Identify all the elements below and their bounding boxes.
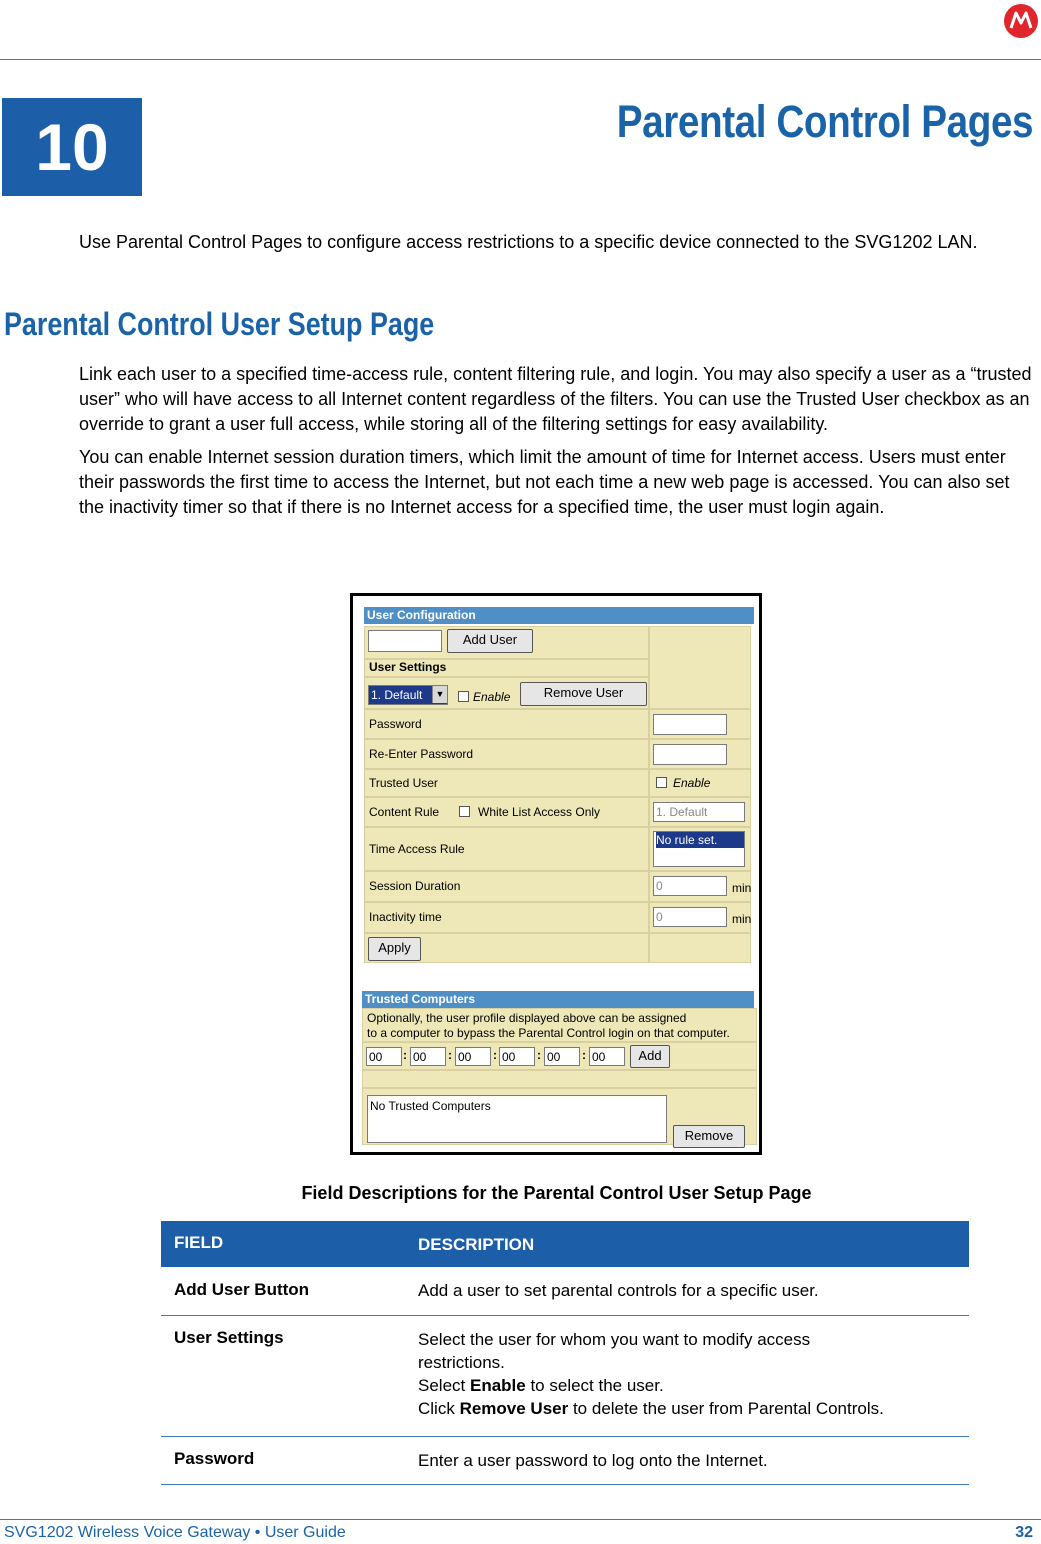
trusted-computers-desc — [362, 1008, 757, 1042]
trusted-user-checkbox[interactable] — [656, 777, 667, 788]
trusted-user-label: Trusted User — [364, 769, 649, 797]
add-user-button[interactable]: Add User — [447, 629, 533, 653]
table-row — [161, 1437, 969, 1485]
desc-line-2 — [418, 1374, 878, 1397]
mac-octet-3[interactable]: 00 — [455, 1047, 491, 1066]
desc-text: Select — [418, 1376, 470, 1395]
session-duration-input[interactable]: 0 — [653, 876, 727, 896]
enable-user-label: Enable — [473, 690, 511, 704]
page-number: 32 — [1015, 1524, 1033, 1541]
header-description: DESCRIPTION — [418, 1235, 535, 1254]
trusted-enable-label: Enable — [673, 776, 711, 790]
section-paragraph-2: You can enable Internet session duration timers, which limit the amount of time for Internet access. Users must enter their passwords the first time to access the Internet, but not each time a new web page is accessed. You can also set the inactivity timer so that if there is no Internet access for a specified time, the user must login again. — [79, 447, 1010, 517]
row-desc: Add a user to set parental controls for a specific user. — [418, 1281, 819, 1300]
add-computer-button[interactable]: Add — [630, 1045, 670, 1068]
user-configuration-title: User Configuration — [364, 607, 754, 624]
table-row — [161, 1267, 969, 1316]
header-field: FIELD — [174, 1233, 224, 1252]
user-settings-label: User Settings — [364, 659, 649, 677]
mac-octet-5[interactable]: 00 — [544, 1047, 580, 1066]
mac-sep-2: : — [448, 1048, 452, 1062]
mac-sep-1: : — [403, 1048, 407, 1062]
white-list-checkbox[interactable] — [459, 806, 470, 817]
trusted-desc-line-1: Optionally, the user profile displayed above can be assigned — [367, 1011, 687, 1025]
chapter-number: 10 — [2, 98, 142, 196]
table-caption: Field Descriptions for the Parental Control User Setup Page — [301, 1183, 812, 1203]
row-desc: Enter a user password to log onto the Internet. — [418, 1451, 768, 1470]
remove-computer-button[interactable]: Remove — [673, 1125, 745, 1148]
row-field: Password — [174, 1449, 255, 1468]
desc-text: to delete the user from Parental Controls. — [568, 1399, 884, 1418]
trusted-computers-title: Trusted Computers — [362, 991, 754, 1008]
user-setup-screenshot — [350, 593, 762, 1155]
time-access-option[interactable]: No rule set. — [656, 832, 744, 848]
desc-text: Click — [418, 1399, 460, 1418]
reenter-password-input[interactable] — [653, 744, 727, 765]
mac-sep-5: : — [582, 1048, 586, 1062]
header-divider — [0, 59, 1041, 60]
mac-octet-6[interactable]: 00 — [589, 1047, 625, 1066]
footer-doc-title: SVG1202 Wireless Voice Gateway • User Guide — [4, 1524, 346, 1541]
time-access-list[interactable] — [653, 831, 745, 867]
password-label: Password — [364, 709, 649, 739]
new-user-input[interactable] — [368, 630, 442, 652]
trusted-desc-line-2: to a computer to bypass the Parental Control login on that computer. — [367, 1026, 730, 1040]
password-input[interactable] — [653, 714, 727, 735]
white-list-label: White List Access Only — [478, 805, 601, 819]
desc-bold: Enable — [469, 1376, 526, 1395]
row-field: Add User Button — [174, 1280, 310, 1299]
row-field: User Settings — [174, 1328, 284, 1347]
motorola-logo-icon — [1004, 4, 1038, 38]
reenter-password-label: Re-Enter Password — [364, 739, 649, 769]
footer-divider — [0, 1519, 1041, 1520]
intro-paragraph: Use Parental Control Pages to configure access restrictions to a specific device connected to the SVG1202 LAN. — [79, 232, 978, 252]
chapter-title: Parental Control Pages — [616, 96, 1033, 147]
mac-octet-2[interactable]: 00 — [410, 1047, 446, 1066]
apply-button[interactable]: Apply — [368, 937, 421, 961]
session-min-unit: min — [732, 881, 752, 895]
trusted-computers-list[interactable]: No Trusted Computers — [367, 1095, 667, 1143]
row-desc — [418, 1328, 884, 1420]
inactivity-input[interactable]: 0 — [653, 907, 727, 927]
section-paragraph-1: Link each user to a specified time-access rule, content filtering rule, and login. You may also specify a user as a “trusted user” who will have access to all Internet content regardless of the filters. You can use the Trusted User checkbox as an override to grant a user full access, while storing all of the filtering settings for easy availability. — [79, 364, 1032, 434]
motorola-m-icon — [1004, 4, 1038, 38]
desc-line-1: Select the user for whom you want to modify access restrictions. — [418, 1330, 811, 1372]
desc-text: to select the user. — [525, 1376, 664, 1395]
remove-user-button[interactable]: Remove User — [520, 682, 647, 706]
mac-sep-3: : — [493, 1048, 497, 1062]
inactivity-label: Inactivity time — [364, 902, 649, 933]
content-rule-label: Content Rule — [369, 805, 440, 819]
apply-side-cell — [649, 933, 751, 963]
table-header — [161, 1221, 969, 1267]
empty-cell — [649, 626, 751, 709]
spacer-row — [362, 1070, 757, 1088]
session-duration-label: Session Duration — [364, 871, 649, 902]
dropdown-arrow-icon[interactable]: ▼ — [432, 686, 447, 703]
table-row — [161, 1316, 969, 1437]
user-select[interactable]: 1. Default — [368, 685, 448, 705]
mac-octet-4[interactable]: 00 — [499, 1047, 535, 1066]
content-rule-select[interactable]: 1. Default — [653, 802, 745, 822]
section-title: Parental Control User Setup Page — [4, 306, 435, 342]
inactivity-min-unit: min — [732, 912, 752, 926]
time-access-label: Time Access Rule — [364, 827, 649, 871]
mac-octet-1[interactable]: 00 — [366, 1047, 402, 1066]
desc-line-3 — [418, 1397, 884, 1420]
desc-bold: Remove User — [459, 1399, 569, 1418]
enable-user-checkbox[interactable] — [458, 691, 469, 702]
mac-sep-4: : — [537, 1048, 541, 1062]
field-descriptions-table — [161, 1221, 969, 1485]
